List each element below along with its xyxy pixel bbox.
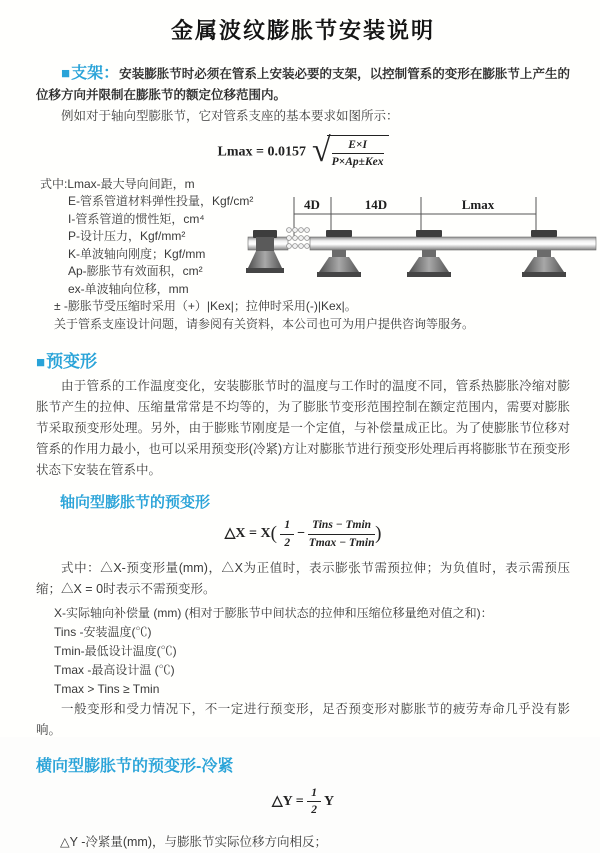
section-bullet-icon: ■ (36, 354, 46, 372)
half-numerator: 1 (307, 786, 321, 802)
lateral-formula-lhs: △Y = (271, 794, 304, 810)
temp-fraction (308, 518, 375, 550)
axial-subsection-heading: 轴向型膨胀节的预变形 (60, 494, 211, 512)
support-intro-text: 安装膨胀节时必须在管系上安装必要的支架，以控制管系的变形在膨胀节上产生的位移方向并限制在膨胀节的额定位移范围内。 (36, 67, 570, 102)
predeform-heading-label: 预变形 (46, 352, 98, 372)
axial-formula-lhs: △X = X (224, 526, 271, 542)
axial-formula (36, 518, 570, 550)
lmax-formula-lhs: Lmax = 0.0157 (217, 144, 306, 160)
support-example-line: 例如对于轴向型膨胀节，它对管系支座的基本要求如图所示： (61, 109, 399, 123)
pipe (310, 237, 596, 250)
lateral-subsection-heading: 横向型膨胀节的预变形-冷紧 (36, 758, 234, 775)
axial-explain-paragraph: 式中：△X-预变形量(mm)，△X为正值时，表示膨张节需预拉伸；为负值时，表示需预压缩；△X = 0时表示不需预变形。 (36, 561, 570, 596)
axial-note: 一般变形和受力情况下，不一定进行预变形，足否预变形对膨胀节的疲劳寿命几乎没有影响。 (36, 702, 570, 737)
page-title: 金属波纹膨胀节安装说明 (170, 18, 435, 43)
definition-line: K-单波轴向刚度；Kgf/mm (68, 246, 206, 261)
definition-line: ± -膨胀节受压缩时采用（+）|Kex|；拉伸时采用(-)|Kex|。 (54, 299, 357, 314)
lmax-fraction-denominator: P×Ap±Kex (331, 156, 384, 169)
definition-line: 式中:Lmax-最大导向间距，m (40, 176, 195, 191)
sqrt-radical (311, 132, 389, 170)
open-paren: ( (270, 523, 277, 545)
support-section-heading (61, 65, 119, 82)
half-fraction (307, 786, 321, 818)
definition-line: Tmax > Tins ≥ Tmin (54, 682, 160, 696)
definition-line: Tmin-最低设计温度(℃) (54, 644, 177, 658)
half-denominator: 2 (284, 536, 291, 549)
bellows-icon (287, 228, 310, 249)
definition-line: Tins -安装温度(℃) (54, 625, 152, 639)
section-bullet-icon: ■ (61, 65, 71, 82)
half-fraction (280, 518, 294, 550)
dim-label-4d: 4D (304, 197, 320, 212)
definition-line: Ap-膨胀节有效面积，cm² (68, 264, 203, 279)
minus-operator: − (297, 526, 306, 542)
axial-definitions-block (36, 604, 570, 699)
close-paren: ) (375, 523, 382, 545)
half-denominator: 2 (311, 804, 317, 817)
lmax-fraction-numerator: E×I (332, 138, 384, 154)
sqrt-sign-icon: √ (311, 132, 331, 169)
definition-line: E-管系管道材料弹性投量，Kgf/cm² (68, 194, 254, 209)
predeform-paragraph: 由于管系的工作温度变化，安装膨胀节时的温度与工作时的温度不同，管系热膨胀冷缩对膨胀节产生的拉伸、压缩量常常是不均等的，为了膨胀节变形范围控制在额定范围内，需要对膨胀节采取预变形处理。另外，由于膨账节刚度是一个定值，与补偿量成正比。为了使膨胀节位移对管系的作用力最小，也可以采用预变形(冷紧)方让对膨胀节进行预变形处理后再将膨胀节在预变形状态下安装在管系中。 (36, 379, 570, 478)
temp-denominator: Tmax − Tmin (308, 536, 375, 549)
definition-line: P-设计压力，Kgf/mm² (68, 229, 186, 244)
support-intro-paragraph (36, 63, 570, 106)
predeform-section-heading (36, 347, 570, 372)
anchor-support (246, 230, 284, 273)
lmax-fraction (332, 138, 384, 170)
pipe-support-diagram (248, 192, 600, 294)
lateral-formula (36, 786, 570, 818)
lmax-formula (36, 132, 570, 170)
definition-line: I-管系管道的惯性矩，cm⁴ (68, 211, 205, 226)
definition-line: X-实际轴向补偿量 (mm) (相对于膨胀节中间状态的拉伸和压缩位移量绝对值之和)： (54, 606, 493, 620)
temp-numerator: Tins − Tmin (308, 518, 375, 534)
definition-line: Tmax -最高设计温 (℃) (54, 663, 175, 677)
definition-line: ex-单波轴向位移，mm (68, 281, 189, 296)
lateral-formula-rhs: Y (323, 794, 335, 810)
definition-line: 关于管系支座设计问题，请参阅有关资料，本公司也可为用户提供咨询等服务。 (54, 316, 475, 331)
diagram-svg (248, 192, 600, 294)
lateral-note: △Y -冷紧量(mm)，与膨胀节实际位移方向相反； (60, 834, 328, 849)
half-numerator: 1 (280, 518, 294, 534)
dim-label-14d: 14D (364, 197, 388, 212)
support-heading-label: 支架： (71, 65, 120, 82)
dim-label-lmax: Lmax (461, 197, 495, 212)
